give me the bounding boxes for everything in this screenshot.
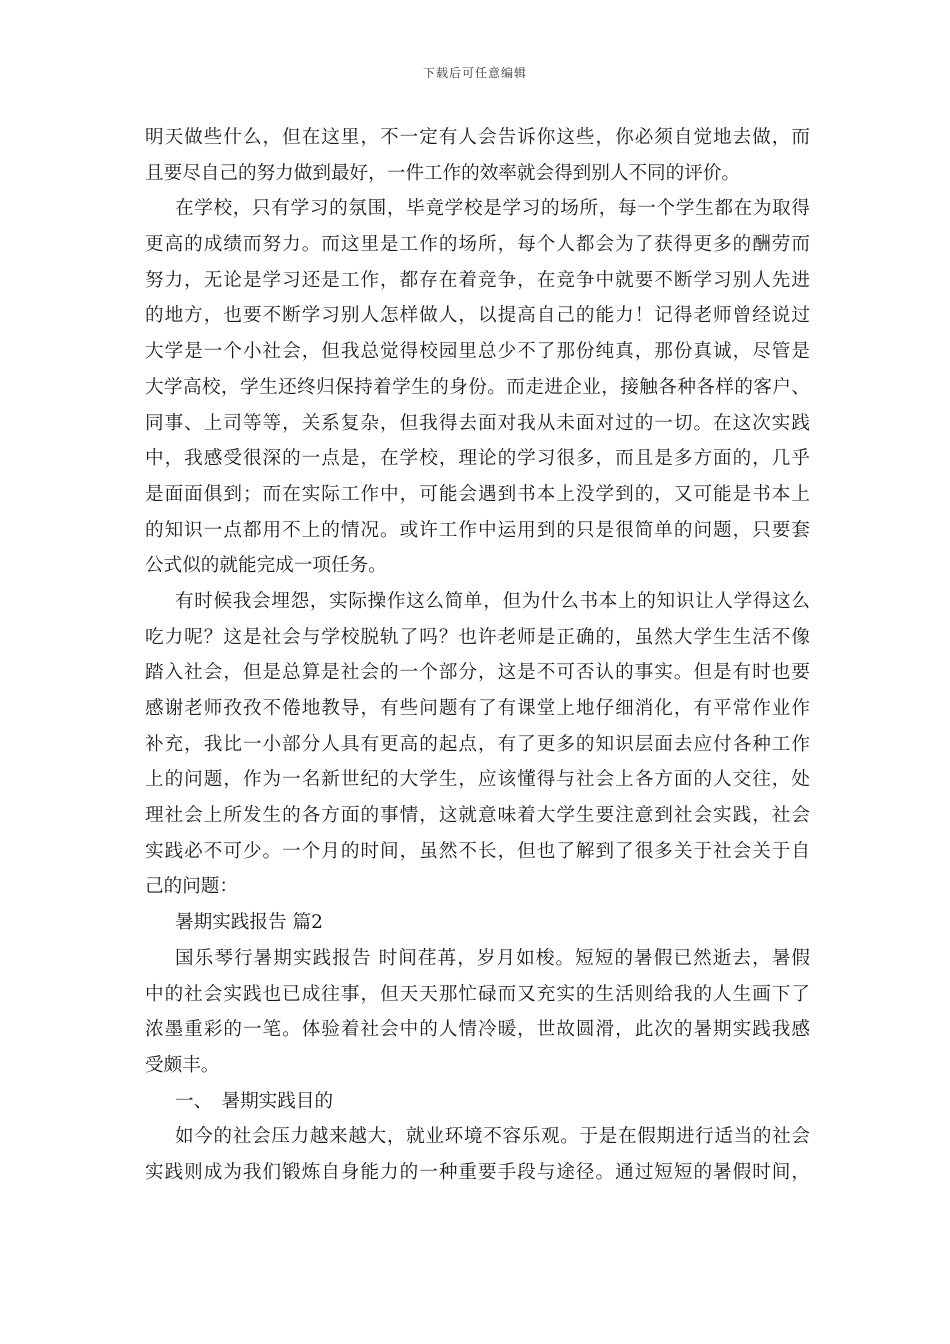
text-line: 努力，无论是学习还是工作，都存在着竞争，在竞争中就要不断学习别人先进: [145, 269, 810, 291]
text-line: 受颇丰。: [145, 1054, 220, 1076]
text-line: 暑期实践报告 篇2: [175, 912, 323, 934]
text-line: 上的问题，作为一名新世纪的大学生，应该懂得与社会上各方面的人交往，处: [145, 769, 810, 791]
text-line: 感谢老师孜孜不倦地教导，有些问题有了有课堂上地仔细消化，有平常作业作: [145, 698, 810, 719]
text-line: 己的问题：: [145, 876, 238, 898]
text-line: 公式似的就能完成一项任务。: [145, 555, 387, 577]
text-line: 中，我感受很深的一点是，在学校，理论的学习很多，而且是多方面的，几乎: [145, 448, 810, 470]
text-line: 明天做些什么，但在这里，不一定有人会告诉你这些，你必须自觉地去做，而: [145, 127, 810, 148]
text-line: 理社会上所发生的各方面的事情，这就意味着大学生要注意到社会实践，社会: [145, 805, 810, 827]
text-line: 的地方，也要不断学习别人怎样做人，以提高自己的能力！记得老师曾经说过: [145, 305, 810, 327]
text-line: 大学高校，学生还终归保持着学生的身份。而走进企业，接触各种各样的客户、: [145, 376, 810, 398]
text-line: 踏入社会，但是总算是社会的一个部分，这是不可否认的事实。但是有时也要: [145, 662, 810, 684]
text-line: 补充，我比一小部分人具有更高的起点，有了更多的知识层面去应付各种工作: [145, 733, 810, 755]
text-line: 国乐琴行暑期实践报告 时间荏苒，岁月如梭。短短的暑假已然逝去，暑假: [175, 947, 810, 969]
document-body: [145, 120, 810, 1191]
text-line: 吃力呢？这是社会与学校脱轨了吗？也许老师是正确的，虽然大学生生活不像: [145, 626, 810, 648]
text-line: 的知识一点都用不上的情况。或许工作中运用到的只是很简单的问题，只要套: [145, 519, 810, 541]
text-line: 实践则成为我们锻炼自身能力的一种重要手段与途径。通过短短的暑假时间，: [145, 1161, 810, 1183]
text-line: 有时候我会埋怨，实际操作这么简单，但为什么书本上的知识让人学得这么: [175, 590, 810, 612]
text-line: 中的社会实践也已成往事，但天天那忙碌而又充实的生活则给我的人生画下了: [145, 983, 810, 1005]
text-line: 在学校，只有学习的氛围，毕竟学校是学习的场所，每一个学生都在为取得: [175, 198, 810, 220]
text-line: 是面面俱到；而在实际工作中，可能会遇到书本上没学到的，又可能是书本上: [145, 483, 810, 505]
text-line: 且要尽自己的努力做到最好，一件工作的效率就会得到别人不同的评价。: [145, 162, 741, 184]
text-line: 一、 暑期实践目的: [175, 1090, 334, 1112]
page-header: 下载后可任意编辑: [422, 66, 527, 80]
text-line: 浓墨重彩的一笔。体验着社会中的人情冷暖，世故圆滑，此次的暑期实践我感: [145, 1019, 810, 1041]
text-line: 实践必不可少。一个月的时间，虽然不长，但也了解到了很多关于社会关于自: [145, 840, 810, 862]
text-line: 同事、上司等等，关系复杂，但我得去面对我从未面对过的一切。在这次实践: [145, 412, 810, 434]
text-line: 大学是一个小社会，但我总觉得校园里总少不了那份纯真，那份真诚，尽管是: [145, 341, 810, 363]
text-line: 如今的社会压力越来越大，就业环境不容乐观。于是在假期进行适当的社会: [175, 1126, 810, 1148]
text-line: 更高的成绩而努力。而这里是工作的场所，每个人都会为了获得更多的酬劳而: [145, 234, 810, 256]
